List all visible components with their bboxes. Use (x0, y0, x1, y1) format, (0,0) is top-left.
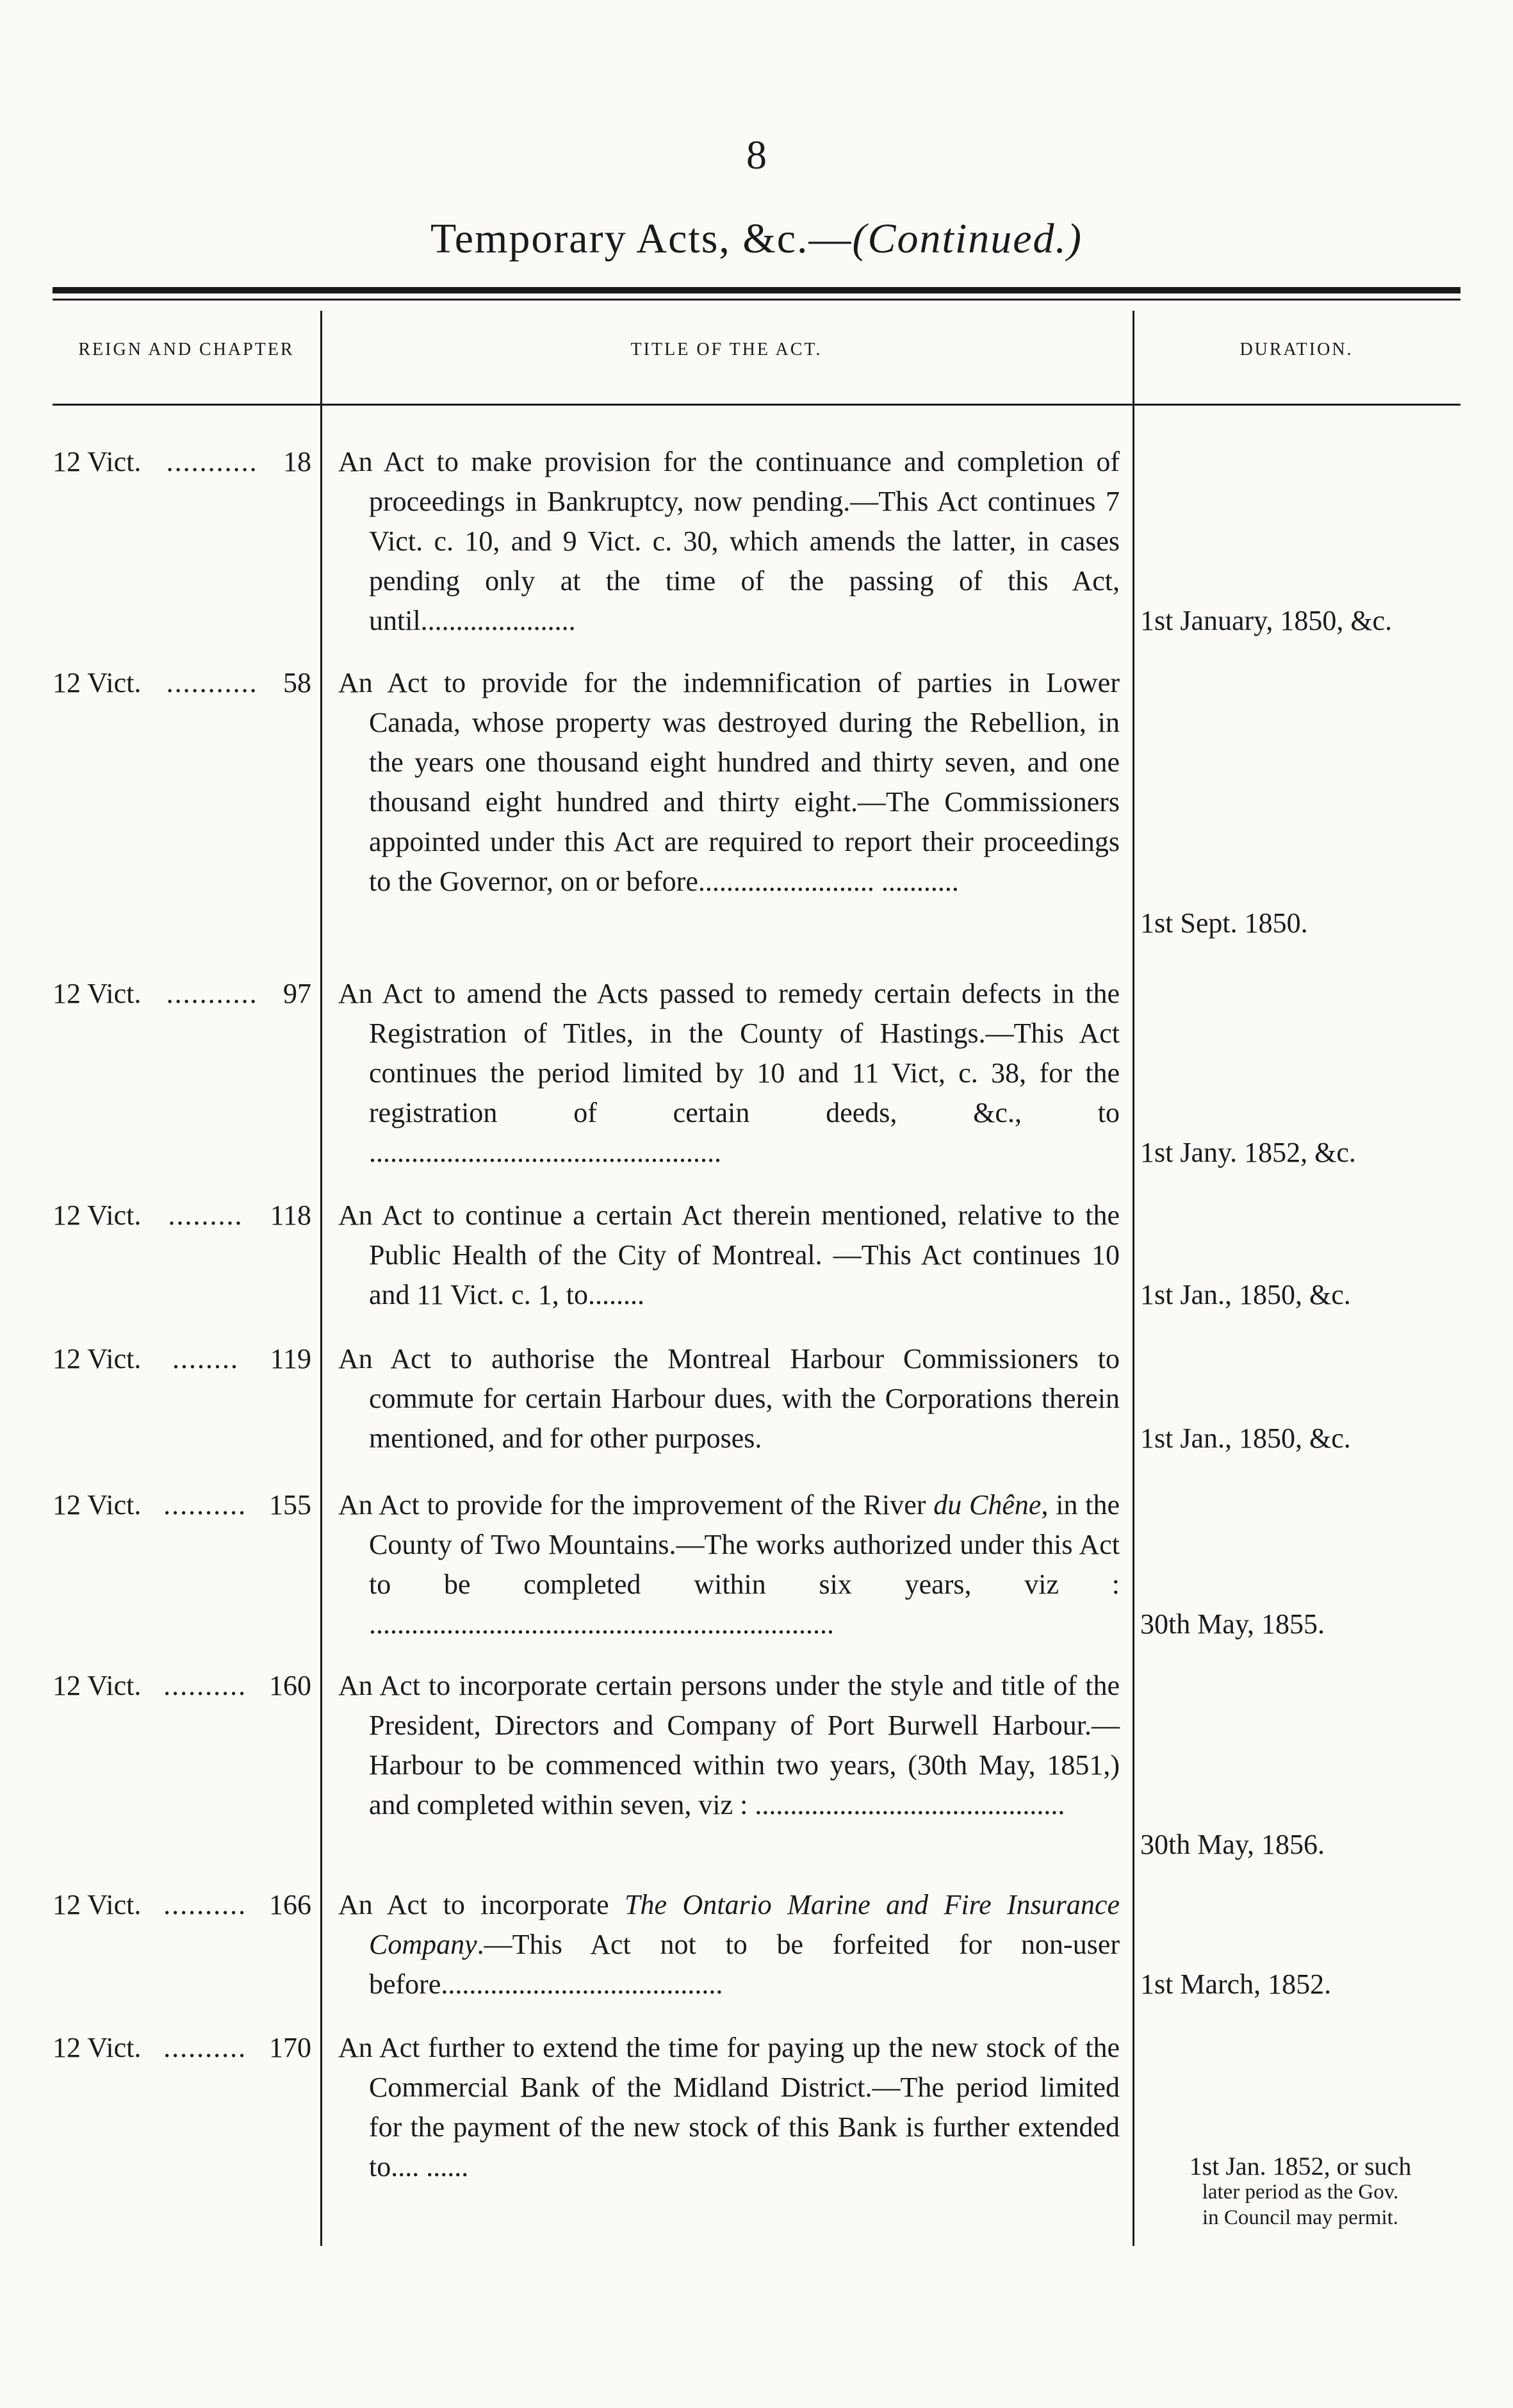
chapter-number: 18 (282, 446, 311, 477)
duration-cell (1140, 2154, 1460, 2231)
page-number: 8 (746, 132, 767, 177)
act-title (338, 663, 1120, 902)
act-title-text: An Act to make provision for the continuance and completion of proceedings in Bankruptcy, now pending.—This Act continues 7 Vict. c. 10, and 9 Vict. c. 30, which amends the latter, in cases pending only at the time of the passing of this Act, until...................... (338, 446, 1120, 636)
duration-line: later period as the Gov. (1202, 2181, 1399, 2204)
header-reign: REIGN AND CHAPTER (78, 340, 295, 359)
act-title (338, 442, 1120, 641)
act-title-part: , in the County of Two Mountains.—The works authorized under this Act to be completed within six years, viz : .................................................................. (369, 1489, 1120, 1640)
chapter-number: 119 (270, 1343, 311, 1374)
header-rule-duration (1133, 404, 1460, 406)
reign-label: 12 Vict. (53, 1200, 142, 1231)
top-rule-thick (53, 287, 1460, 293)
reign-label: 12 Vict. (53, 2032, 142, 2063)
reign-label: 12 Vict. (53, 1343, 142, 1374)
reign-cell: 12 Vict. .......... 155 (53, 1485, 311, 1525)
duration-cell: 30th May, 1856. (1140, 1829, 1325, 1860)
chapter-number: 58 (282, 667, 311, 698)
reign-cell: 12 Vict. .......... 166 (53, 1885, 311, 1925)
reign-label: 12 Vict. (53, 978, 142, 1009)
act-title-part: An Act to provide for the improvement of the River (338, 1489, 934, 1521)
chapter-number: 97 (282, 978, 311, 1009)
header-rule-title (320, 404, 1133, 406)
act-title-text: An Act to amend the Acts passed to remedy certain defects in the Registration of Titles, in the County of Hastings.—This Act continues the period limited by 10 and 11 Vict, c. 38, for the registration of certain deeds, &c., to .................................................. (338, 978, 1120, 1168)
act-title (338, 2028, 1120, 2187)
duration-line: 1st Jan. 1852, or such (1189, 2152, 1412, 2181)
page-title (0, 215, 1513, 263)
act-title (338, 1196, 1120, 1315)
chapter-number: 170 (268, 2032, 311, 2063)
duration-cell: 30th May, 1855. (1140, 1608, 1325, 1640)
reign-label: 12 Vict. (53, 1489, 142, 1521)
reign-label: 12 Vict. (53, 446, 142, 477)
reign-label: 12 Vict. (53, 667, 142, 698)
duration-cell: 1st Jany. 1852, &c. (1140, 1137, 1356, 1168)
act-title-text: An Act to provide for the indemnification of parties in Lower Canada, whose property was destroyed during the Rebellion, in the years one thousand eight hundred and thirty seven, and one thousand eight hundred and thirty eight.—The Commissioners appointed under this Act are required to report their proceedings to the Governor, on or before......................... ........... (338, 667, 1120, 897)
act-title-text: An Act to continue a certain Act therein mentioned, relative to the Public Health of the City of Montreal. —This Act continues 10 and 11 Vict. c. 1, to........ (338, 1200, 1120, 1310)
chapter-number: 166 (268, 1889, 311, 1920)
act-title (338, 1485, 1120, 1644)
reign-cell: 12 Vict. ........... 18 (53, 442, 311, 482)
act-title-text: An Act to authorise the Montreal Harbour Commissioners to commute for certain Harbour dues, with the Corporations therein mentioned, and for other purposes. (338, 1343, 1120, 1454)
reign-cell: 12 Vict. ........... 97 (53, 974, 311, 1014)
duration-cell: 1st March, 1852. (1140, 1968, 1332, 2000)
act-title-italic: The Ontario Marine and Fire Insurance Company (369, 1889, 1120, 1960)
act-title (338, 974, 1120, 1173)
page-title-continued: (Continued.) (852, 215, 1083, 262)
act-title (338, 1666, 1120, 1825)
act-title-text (338, 1889, 1120, 2000)
reign-label: 12 Vict. (53, 1670, 142, 1701)
act-title-part: An Act to incorporate (338, 1889, 625, 1920)
act-title-text: An Act to incorporate certain persons under the style and title of the President, Directors and Company of Port Burwell Harbour.—Harbour to be commenced within two years, (30th May, 1851,) and completed within seven, viz : ............................................ (338, 1670, 1120, 1820)
page-title-main: Temporary Acts, &c.— (430, 215, 853, 262)
duration-cell: 1st Sept. 1850. (1140, 907, 1308, 939)
reign-cell: 12 Vict. ......... 118 (53, 1196, 311, 1235)
act-title-italic: du Chêne (933, 1489, 1042, 1521)
chapter-number: 118 (270, 1200, 311, 1231)
chapter-number: 160 (268, 1670, 311, 1701)
column-divider-left (320, 311, 322, 2246)
header-title: TITLE OF THE ACT. (630, 340, 822, 359)
act-title-text: An Act further to extend the time for paying up the new stock of the Commercial Bank of the Midland District.—The period limited for the payment of the new stock of this Bank is further extended to.... ...... (338, 2032, 1120, 2182)
reign-cell: 12 Vict. ........... 58 (53, 663, 311, 703)
reign-cell: 12 Vict. .......... 170 (53, 2028, 311, 2068)
top-rule-thin (53, 299, 1460, 301)
reign-cell: 12 Vict. ........ 119 (53, 1339, 311, 1379)
header-rule-reign (53, 404, 320, 406)
duration-cell: 1st Jan., 1850, &c. (1140, 1423, 1351, 1454)
header-duration: DURATION. (1239, 340, 1354, 359)
act-title-part: .—This Act not to be forfeited for non-user before........................................ (369, 1929, 1120, 2000)
reign-label: 12 Vict. (53, 1889, 142, 1920)
act-title (338, 1885, 1120, 2004)
duration-line: in Council may permit. (1202, 2206, 1399, 2229)
reign-cell: 12 Vict. .......... 160 (53, 1666, 311, 1706)
chapter-number: 155 (268, 1489, 311, 1521)
duration-cell: 1st January, 1850, &c. (1140, 605, 1393, 636)
act-title (338, 1339, 1120, 1458)
column-divider-right (1133, 311, 1134, 2246)
act-title-text (338, 1489, 1120, 1640)
duration-cell: 1st Jan., 1850, &c. (1140, 1279, 1351, 1310)
